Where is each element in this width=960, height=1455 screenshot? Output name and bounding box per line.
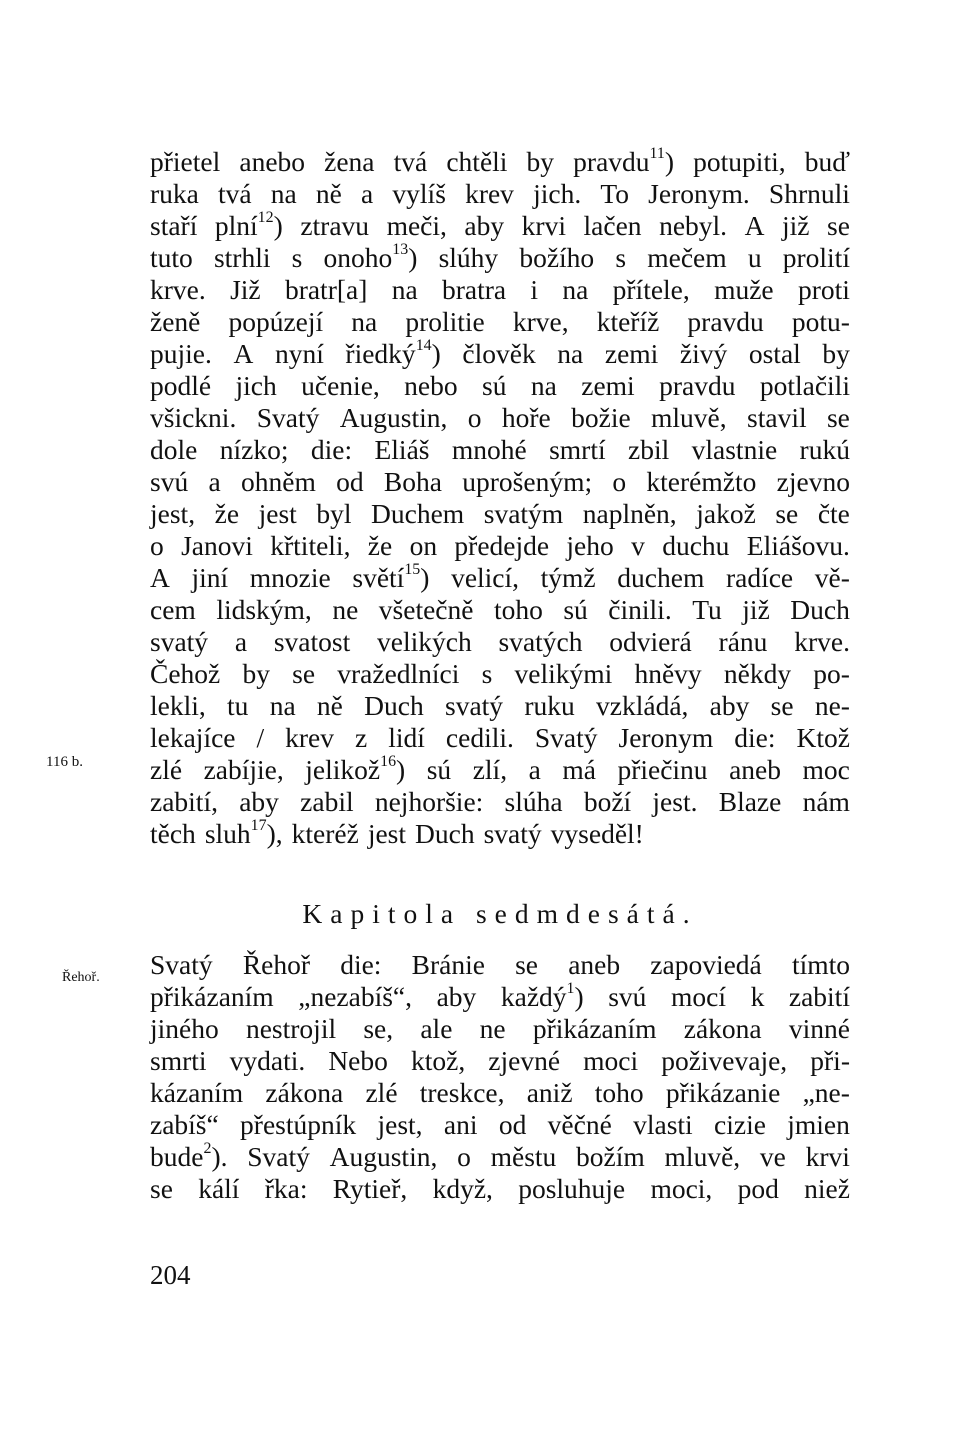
text-line: přietel anebo žena tvá chtěli by pravdu$^{11}$) potupiti, buď bbox=[150, 145, 850, 177]
text-line: cem lidským, ne všetečně toho sú činili. Tu již Duch bbox=[150, 594, 850, 625]
text-line: lekli, tu na ně Duch svatý ruku vzkládá, aby se ne- bbox=[150, 690, 850, 721]
text-line: krve. Již bratr[a] na bratra i na přítele, muže proti bbox=[150, 274, 850, 305]
text-line: podlé jich učenie, nebo sú na zemi pravdu potlačili bbox=[150, 370, 850, 401]
text-line: A jiní mnozie světí$^{15}$) velicí, týmž duchem radíce vě- bbox=[150, 561, 850, 593]
text-line: bude$^2$). Svatý Augustin, o městu božím mluvě, ve krvi bbox=[150, 1140, 850, 1172]
text-line: Svatý Řehoř die: Bránie se aneb zapoviedá tímto bbox=[150, 949, 850, 980]
text-line: jest, že jest byl Duchem svatým naplněn, jakož se čte bbox=[150, 498, 850, 529]
margin-folio-note: 116 b. bbox=[46, 754, 83, 770]
page-number: 204 bbox=[150, 1260, 191, 1290]
text-line: ruka tvá na ně a vylíš krev jich. To Jeronym. Shrnuli bbox=[150, 178, 850, 209]
chapter-heading: Kapitola sedmdesátá. bbox=[302, 898, 698, 929]
text-line: tuto strhli s onoho$^{13}$) slúhy božího s mečem u prolití bbox=[150, 241, 850, 273]
text-line: kázaním zákona zlé treskce, aniž toho přikázanie „ne- bbox=[150, 1077, 850, 1108]
text-line: všickni. Svatý Augustin, o hoře božie mluvě, stavil se bbox=[150, 402, 850, 433]
text-line: Čehož by se vražedlníci s velikými hněvy někdy po- bbox=[150, 658, 850, 689]
chapter-paragraph bbox=[150, 949, 850, 1205]
text-line: staří plní$^{12}$) ztravu meči, aby krvi lačen nebyl. A již se bbox=[150, 209, 850, 241]
text-line: zlé zabíjie, jelikož$^{16}$) sú zlí, a má přiečinu aneb moc bbox=[150, 753, 850, 785]
text-line: zabití, aby zabil nejhoršie: slúha boží jest. Blaze nám bbox=[150, 786, 850, 817]
text-line: jiného nestrojil se, ale ne přikázaním zákona vinné bbox=[150, 1013, 850, 1044]
text-line: se kálí řka: Rytieř, když, posluhuje moci, pod niež bbox=[150, 1173, 850, 1204]
text-line: o Janovi křtiteli, že on předejde jeho v duchu Eliášovu. bbox=[150, 530, 850, 561]
text-line: svatý a svatost velikých svatých odvierá ránu krve. bbox=[150, 626, 850, 657]
text-line: pujie. A nyní řiedký$^{14}$) člověk na zemi živý ostal by bbox=[150, 337, 850, 369]
text-line: svú a ohněm od Boha uprošeným; o kterémžto zjevno bbox=[150, 466, 850, 497]
main-paragraph bbox=[150, 146, 850, 850]
margin-author-note: Řehoř. bbox=[62, 970, 100, 985]
text-line: smrti vydati. Nebo ktož, zjevné moci poživevaje, při- bbox=[150, 1045, 850, 1076]
text-line: dole nízko; die: Eliáš mnohé smrtí zbil vlastnie rukú bbox=[150, 434, 850, 465]
text-line: ženě popúzejí na prolitie krve, kteříž pravdu potu- bbox=[150, 306, 850, 337]
text-line: těch sluh$^{17}$), kteréž jest Duch svatý vyseděl! bbox=[150, 817, 644, 849]
text-line: lekajíce / krev z lidí cedili. Svatý Jeronym die: Ktož bbox=[150, 722, 850, 753]
text-line: přikázaním „nezabíš“, aby každý$^1$) svú mocí k zabití bbox=[150, 980, 850, 1012]
text-line: zabíš“ přestúpník jest, ani od věčné vlasti cizie jmien bbox=[150, 1109, 850, 1140]
